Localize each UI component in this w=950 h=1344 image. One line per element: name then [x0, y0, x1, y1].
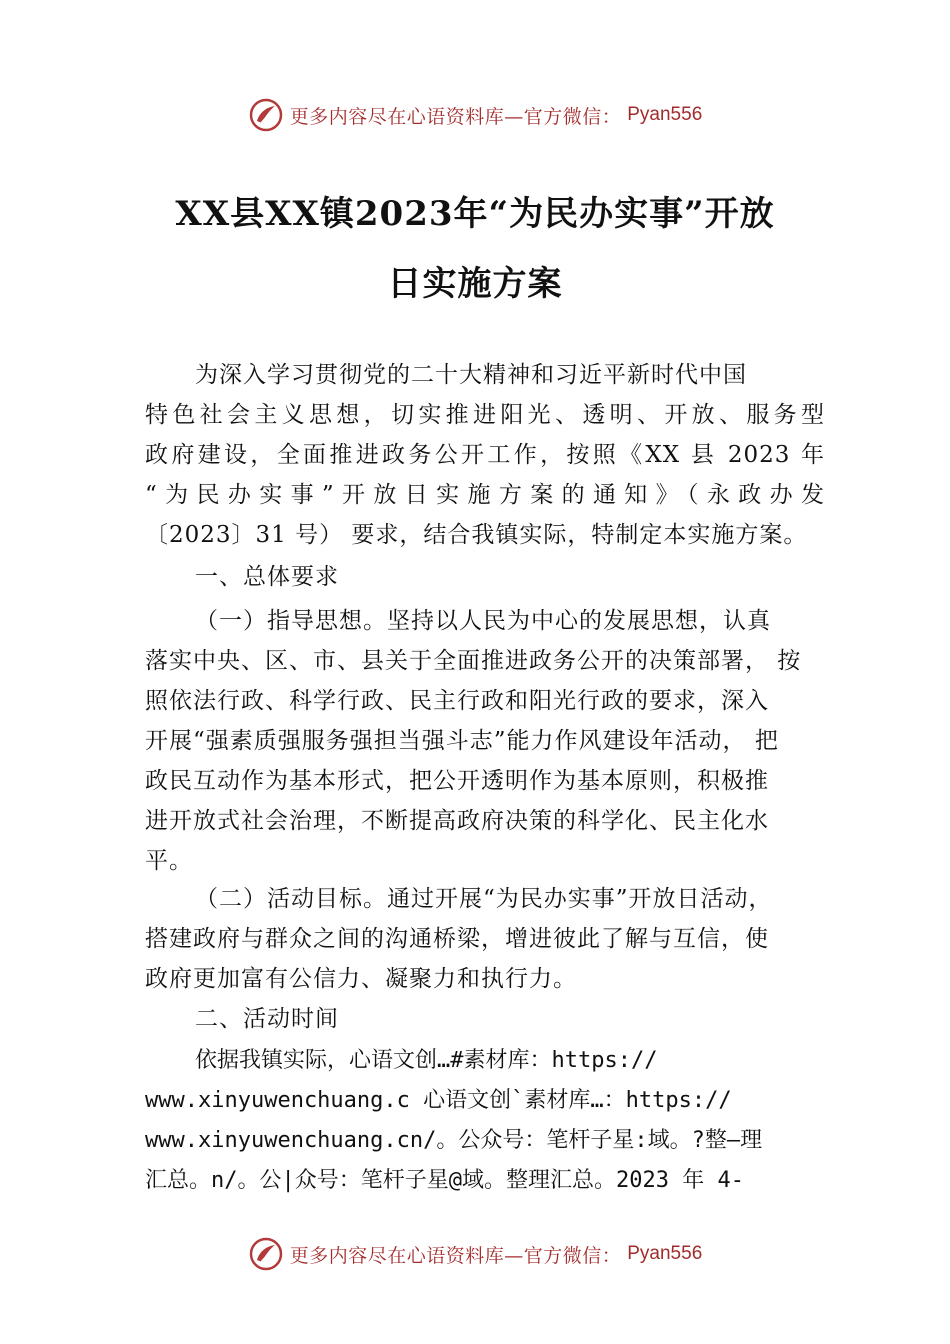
body-line: 政民互动作为基本形式，把公开透明作为基本原则，积极推: [145, 768, 769, 794]
document-title-line-2: 日实施方案: [387, 264, 563, 304]
footer-banner: [0, 1232, 950, 1276]
body-line: 依据我镇实际，心语文创…#素材库：https://: [195, 1048, 658, 1073]
body-line: 〔2023〕31 号） 要求，结合我镇实际，特制定本实施方案。: [145, 522, 808, 548]
section-heading: 二、活动时间: [195, 1006, 339, 1032]
brand-logo-icon: [248, 1236, 284, 1272]
body-line: 政府建设，全面推进政务公开工作，按照《XX 县 2023 年: [145, 442, 825, 468]
body-line: （二）活动目标。通过开展“为民办实事”开放日活动，: [195, 886, 773, 912]
banner-text: 更多内容尽在心语资料库—官方微信：: [289, 1244, 622, 1267]
section-heading: 一、总体要求: [195, 564, 339, 590]
body-line: www.xinyuwenchuang.c 心语文创`素材库…：https://: [145, 1088, 732, 1113]
body-line: 政府更加富有公信力、凝聚力和执行力。: [145, 966, 577, 992]
body-line: 平。: [145, 848, 193, 874]
body-line: （一）指导思想。坚持以人民为中心的发展思想，认真: [195, 608, 771, 634]
body-line: 汇总。n/。公|众号：笔杆子星@域。整理汇总。2023 年 4-: [145, 1168, 744, 1193]
body-line: 照依法行政、科学行政、民主行政和阳光行政的要求，深入: [145, 688, 769, 714]
banner-contact: Pyan556: [627, 1243, 703, 1264]
body-line: 进开放式社会治理，不断提高政府决策的科学化、民主化水: [145, 808, 769, 834]
brand-logo-icon: [248, 97, 284, 133]
body-line: 为深入学习贯彻党的二十大精神和习近平新时代中国: [195, 362, 747, 388]
header-banner: [0, 93, 950, 137]
banner-contact: Pyan556: [627, 104, 703, 125]
body-line: www.xinyuwenchuang.cn/。公众号：笔杆子星:域。?整—理: [145, 1128, 763, 1153]
document-title-line-1: XX县XX镇2023年“为民办实事”开放: [175, 194, 775, 234]
body-line: “为民办实事”开放日实施方案的通知》（永政办发: [145, 482, 825, 508]
body-line: 开展“强素质强服务强担当强斗志”能力作风建设年活动， 把: [145, 728, 779, 754]
body-line: 落实中央、区、市、县关于全面推进政务公开的决策部署， 按: [145, 648, 802, 674]
body-line: 特色社会主义思想，切实推进阳光、透明、开放、服务型: [145, 402, 825, 428]
body-line: 搭建政府与群众之间的沟通桥梁，增进彼此了解与互信，使: [145, 926, 769, 952]
banner-text: 更多内容尽在心语资料库—官方微信：: [289, 105, 622, 128]
